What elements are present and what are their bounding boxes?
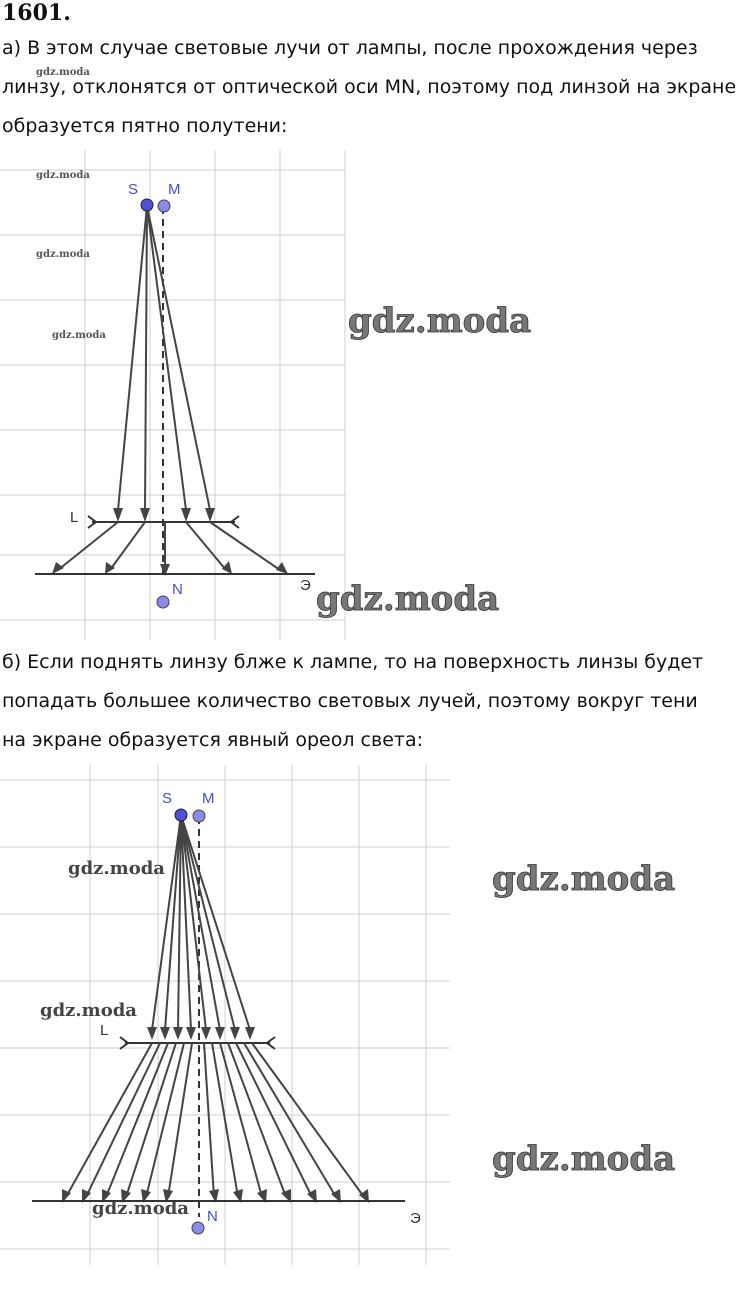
n-label: N xyxy=(172,581,183,598)
point-n xyxy=(157,596,169,608)
watermark: gdz.moda xyxy=(36,170,90,181)
watermark-large: gdz.moda xyxy=(492,859,676,899)
part-a-line-3: образуется пятно полутени: xyxy=(2,115,288,137)
point-m xyxy=(158,200,170,212)
part-a-text xyxy=(2,29,737,146)
part-a-line-2: линзу, отклонятся от оптической оси MN, поэтому под линзой на экране xyxy=(2,76,737,98)
m-label: M xyxy=(202,790,215,807)
source-point xyxy=(141,199,153,211)
watermark-large: gdz.moda xyxy=(316,579,500,619)
part-b-line-1: б) Если поднять линзу блже к лампе, то на поверхность линзы будет xyxy=(2,651,704,673)
watermark: gdz.moda xyxy=(40,1000,137,1021)
problem-number: 1601. xyxy=(2,0,71,26)
part-b-text xyxy=(2,643,737,760)
watermark-large: gdz.moda xyxy=(492,1139,676,1179)
m-label: M xyxy=(168,181,181,198)
part-a-line-1: а) В этом случае световые лучи от лампы, после прохождения через xyxy=(2,37,698,59)
part-b-line-2: попадать большее количество световых лучей, поэтому вокруг тени xyxy=(2,690,698,712)
n-label: N xyxy=(207,1208,218,1225)
screen-label: Э xyxy=(410,1210,421,1227)
source-point xyxy=(175,809,187,821)
lens-label: L xyxy=(70,509,79,526)
lens-left-end xyxy=(120,1037,128,1049)
watermark: gdz.moda xyxy=(52,330,106,341)
watermark: gdz.moda xyxy=(68,858,165,879)
diagram-a-grid xyxy=(0,150,345,640)
lens-label: L xyxy=(100,1022,109,1039)
diagram-b xyxy=(0,765,737,1285)
rays-refracted xyxy=(58,522,280,570)
part-b-line-3: на экране образуется явный ореол света: xyxy=(2,729,423,751)
point-n xyxy=(192,1222,204,1234)
arrowheads-incident xyxy=(147,1027,255,1040)
watermark: gdz.moda xyxy=(92,1198,189,1219)
watermark: gdz.moda xyxy=(36,67,90,78)
rays-refracted xyxy=(66,1043,364,1197)
screen-label: Э xyxy=(300,577,311,594)
source-label: S xyxy=(162,790,173,807)
point-m xyxy=(193,810,205,822)
watermark-large: gdz.moda xyxy=(348,301,532,341)
source-label: S xyxy=(128,181,139,198)
lens-right-end xyxy=(267,1037,275,1049)
watermark: gdz.moda xyxy=(36,249,90,260)
